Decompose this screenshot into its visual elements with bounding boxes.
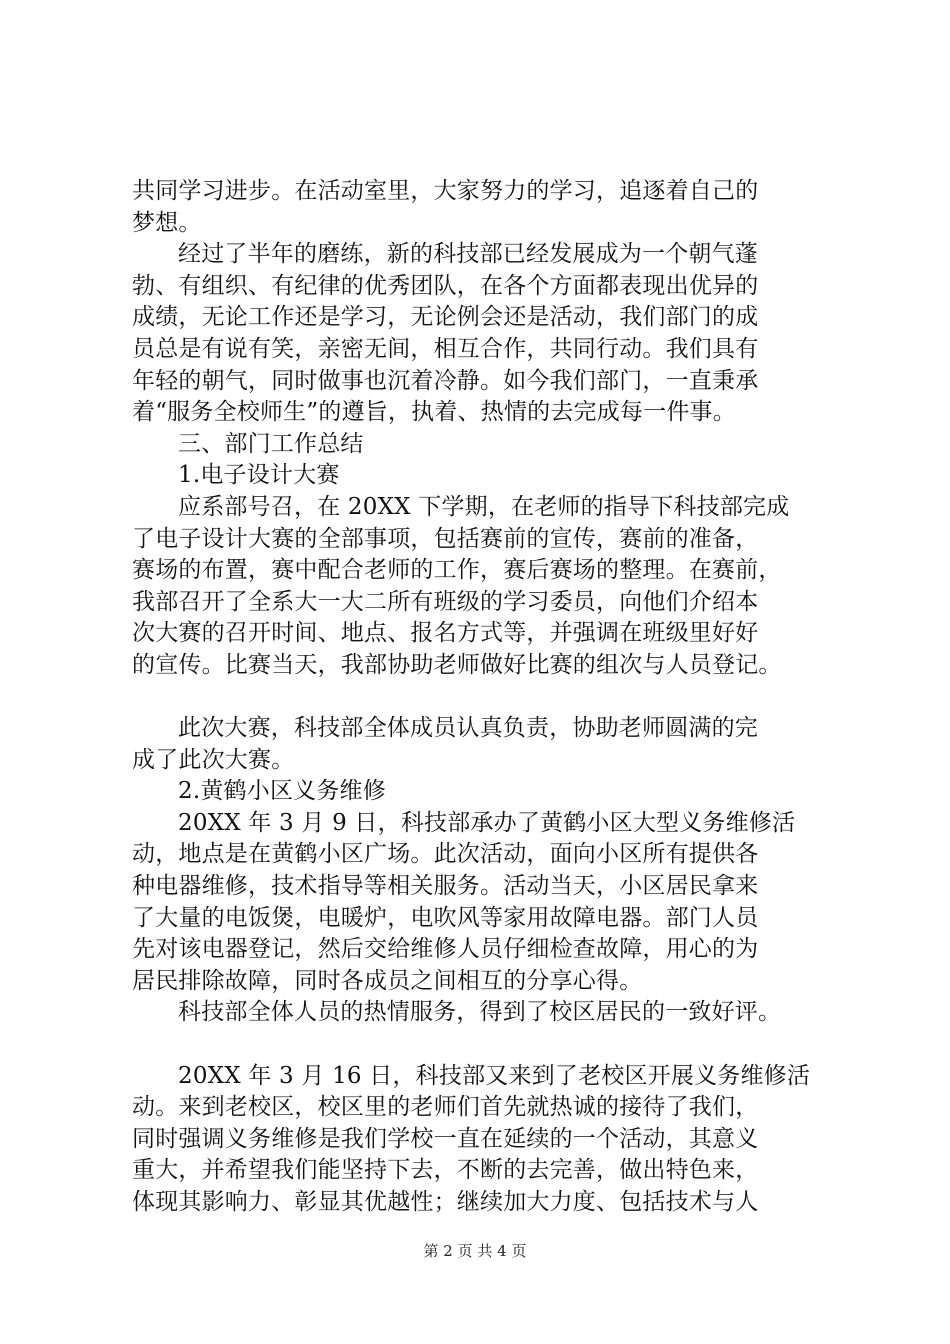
text-line: 次大赛的召开时间、地点、报名方式等，并强调在班级里好好 <box>132 620 759 647</box>
text-line: 员总是有说有笑，亲密无间，相互合作，共同行动。我们具有 <box>132 335 759 362</box>
text-line: 同时强调义务维修是我们学校一直在延续的一个活动，其意义 <box>132 1125 759 1152</box>
text-line: 了大量的电饭煲，电暖炉，电吹风等家用故障电器。部门人员 <box>132 904 759 931</box>
subsection-heading: 2.黄鹤小区义务维修 <box>178 778 386 805</box>
section-heading: 三、部门工作总结 <box>178 430 364 457</box>
paragraph-start: 此次大赛，科技部全体成员认真负责，协助老师圆满的完 <box>178 715 758 742</box>
paragraph-start: 科技部全体人员的热情服务，得到了校区居民的一致好评。 <box>178 999 782 1026</box>
text-line: 勃、有组织、有纪律的优秀团队，在各个方面都表现出优异的 <box>132 272 759 299</box>
text-line: 着“服务全校师生”的遵旨，执着、热情的去完成每一件事。 <box>132 399 736 426</box>
text-line: 年轻的朝气，同时做事也沉着冷静。如今我们部门，一直秉承 <box>132 367 759 394</box>
page-number-footer: 第 2 页 共 4 页 <box>423 1242 527 1260</box>
text-line: 动，地点是在黄鹤小区广场。此次活动，面向小区所有提供各 <box>132 841 759 868</box>
subsection-heading: 1.电子设计大赛 <box>178 462 340 489</box>
paragraph-start: 20XX 年 3 月 9 日，科技部承办了黄鹤小区大型义务维修活 <box>178 809 796 836</box>
text-line: 重大，并希望我们能坚持下去，不断的去完善，做出特色来， <box>132 1157 759 1184</box>
text-line: 先对该电器登记，然后交给维修人员仔细检查故障，用心的为 <box>132 936 759 963</box>
text-line: 成了此次大赛。 <box>132 746 295 773</box>
text-line: 体现其影响力、彰显其优越性；继续加大力度、包括技术与人 <box>132 1189 759 1215</box>
paragraph-start: 20XX 年 3 月 16 日，科技部又来到了老校区开展义务维修活 <box>178 1062 811 1089</box>
document-body <box>132 176 832 1219</box>
text-line: 我部召开了全系大一大二所有班级的学习委员，向他们介绍本 <box>132 588 759 615</box>
paragraph-start: 应系部号召，在 20XX 下学期，在老师的指导下科技部完成 <box>178 493 790 520</box>
text-line: 了电子设计大赛的全部事项，包括赛前的宣传，赛前的准备， <box>132 525 759 552</box>
text-line: 共同学习进步。在活动室里，大家努力的学习，追逐着自己的 <box>132 178 759 204</box>
text-line: 赛场的布置，赛中配合老师的工作，赛后赛场的整理。在赛前， <box>132 557 782 584</box>
blank-line <box>132 682 832 714</box>
text-line: 种电器维修，技术指导等相关服务。活动当天，小区居民拿来 <box>132 873 759 900</box>
text-line: 的宣传。比赛当天，我部协助老师做好比赛的组次与人员登记。 <box>132 651 782 678</box>
blank-line <box>132 1029 832 1061</box>
text-line: 梦想。 <box>132 209 202 236</box>
text-line: 动。来到老校区，校区里的老师们首先就热诚的接待了我们， <box>132 1094 759 1121</box>
text-line: 成绩，无论工作还是学习，无论例会还是活动，我们部门的成 <box>132 304 759 331</box>
paragraph-start: 经过了半年的磨练，新的科技部已经发展成为一个朝气蓬 <box>178 241 758 268</box>
text-line: 居民排除故障，同时各成员之间相互的分享心得。 <box>132 967 643 994</box>
